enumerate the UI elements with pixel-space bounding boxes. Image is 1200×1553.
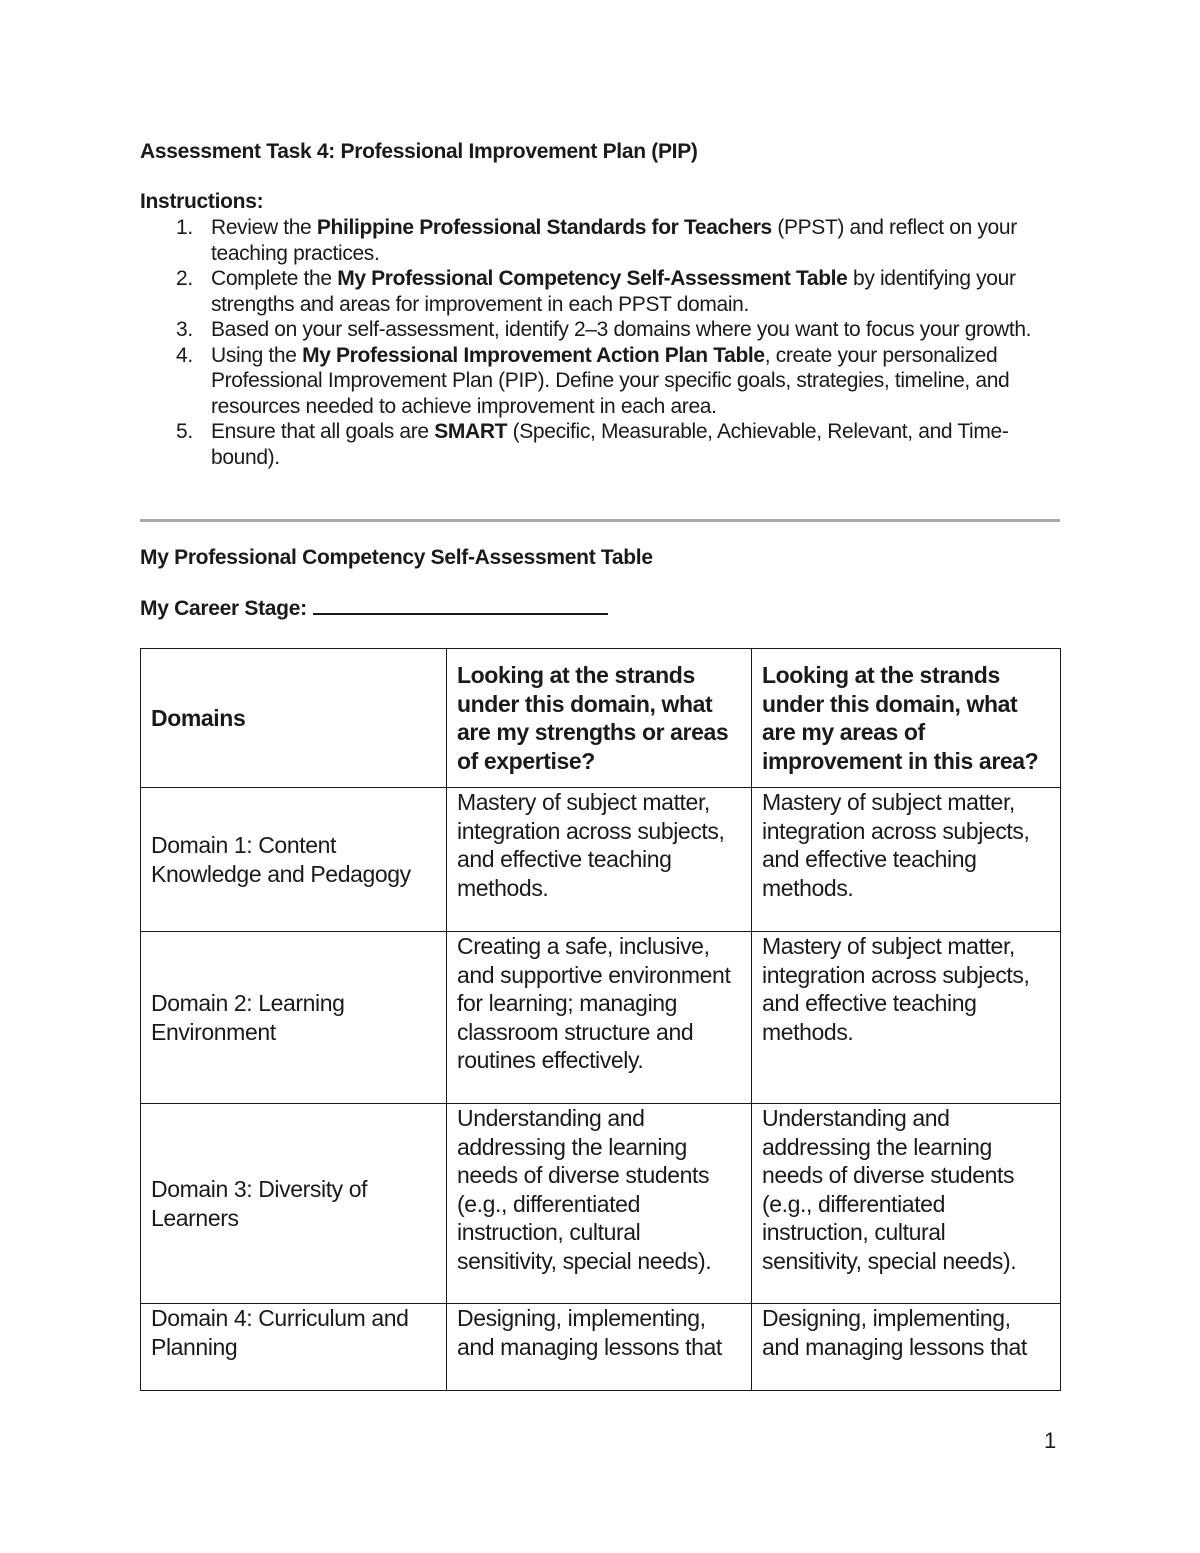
instruction-number: 4.: [176, 343, 193, 367]
page-number: 1: [1044, 1428, 1057, 1453]
instruction-text: by identifying your strengths and areas for improvement in each PPST domain.: [211, 267, 1016, 316]
career-stage-line: [140, 597, 608, 621]
instruction-text: Review the: [211, 216, 317, 239]
improvement-cell: Designing, implementing, and managing lessons that: [752, 1304, 1061, 1391]
instruction-number: 1.: [176, 216, 193, 239]
instruction-text: Based on your self-assessment, identify 2–3 domains where you want to focus your growth.: [211, 318, 1032, 341]
improvement-cell: Mastery of subject matter, integration across subjects, and effective teaching methods.: [752, 932, 1061, 1104]
instruction-item: [140, 215, 1060, 266]
instruction-item: [140, 266, 1060, 317]
table-row: [141, 932, 1061, 1104]
improvement-cell: Mastery of subject matter, integration across subjects, and effective teaching methods.: [752, 788, 1061, 932]
header-improvement: Looking at the strands under this domain, what are my areas of improvement in this area?: [752, 649, 1061, 788]
instruction-item: [140, 317, 1060, 343]
strengths-cell: Understanding and addressing the learning needs of diverse students (e.g., differentiated instruction, cultural sensitivity, special needs).: [447, 1104, 752, 1304]
instruction-emphasis: Philippine Professional Standards for Teachers: [316, 216, 772, 239]
task-title: Assessment Task 4: Professional Improvement Plan (PIP): [140, 140, 698, 163]
instruction-number: 2.: [176, 267, 193, 290]
instruction-item: [140, 343, 1060, 420]
table-row: [141, 788, 1061, 932]
instruction-number: 3.: [176, 318, 193, 341]
career-stage-label: My Career Stage:: [140, 597, 307, 620]
instruction-emphasis: SMART: [434, 420, 508, 443]
strengths-cell: Designing, implementing, and managing lessons that: [447, 1304, 752, 1391]
instruction-number: 5.: [176, 420, 193, 443]
strengths-cell: Creating a safe, inclusive, and supportive environment for learning; managing classroom structure and routines effectively.: [447, 932, 752, 1104]
self-assessment-table-title: My Professional Competency Self-Assessment Table: [140, 546, 653, 569]
strengths-cell: Mastery of subject matter, integration across subjects, and effective teaching methods.: [447, 788, 752, 932]
table-row: [141, 1304, 1061, 1391]
domain-cell: Domain 2: Learning Environment: [141, 932, 447, 1104]
instruction-text: , create your personalized Professional Improvement Plan (PIP). Define your specific goals, strategies, timeline, and resources needed to achieve improvement in each area.: [211, 343, 1010, 418]
improvement-cell: Understanding and addressing the learning needs of diverse students (e.g., differentiated instruction, cultural sensitivity, special needs).: [752, 1104, 1061, 1304]
instruction-text: Ensure that all goals are: [211, 420, 435, 443]
instruction-item: [140, 419, 1060, 470]
domain-cell: Domain 3: Diversity of Learners: [141, 1104, 447, 1304]
table-header-row: [141, 649, 1061, 788]
instruction-emphasis: My Professional Competency Self-Assessment Table: [337, 267, 848, 290]
instructions-list: [140, 215, 1060, 470]
instruction-text: Using the: [211, 343, 303, 367]
header-strengths: Looking at the strands under this domain, what are my strengths or areas of expertise?: [447, 649, 752, 788]
self-assessment-table: [140, 648, 1061, 1391]
instruction-text: Complete the: [211, 267, 338, 290]
instructions-heading: Instructions:: [140, 190, 264, 213]
domain-cell: Domain 1: Content Knowledge and Pedagogy: [141, 788, 447, 932]
instruction-text: (Specific, Measurable, Achievable, Relevant, and Time-bound).: [211, 420, 1009, 469]
domain-cell: Domain 4: Curriculum and Planning: [141, 1304, 447, 1391]
header-domains: Domains: [141, 649, 447, 788]
table-row: [141, 1104, 1061, 1304]
instruction-emphasis: My Professional Improvement Action Plan Table: [302, 343, 765, 367]
career-stage-blank-field[interactable]: [313, 599, 608, 615]
instruction-text: (PPST) and reflect on your teaching practices.: [211, 216, 1017, 265]
horizontal-divider: [140, 519, 1060, 522]
